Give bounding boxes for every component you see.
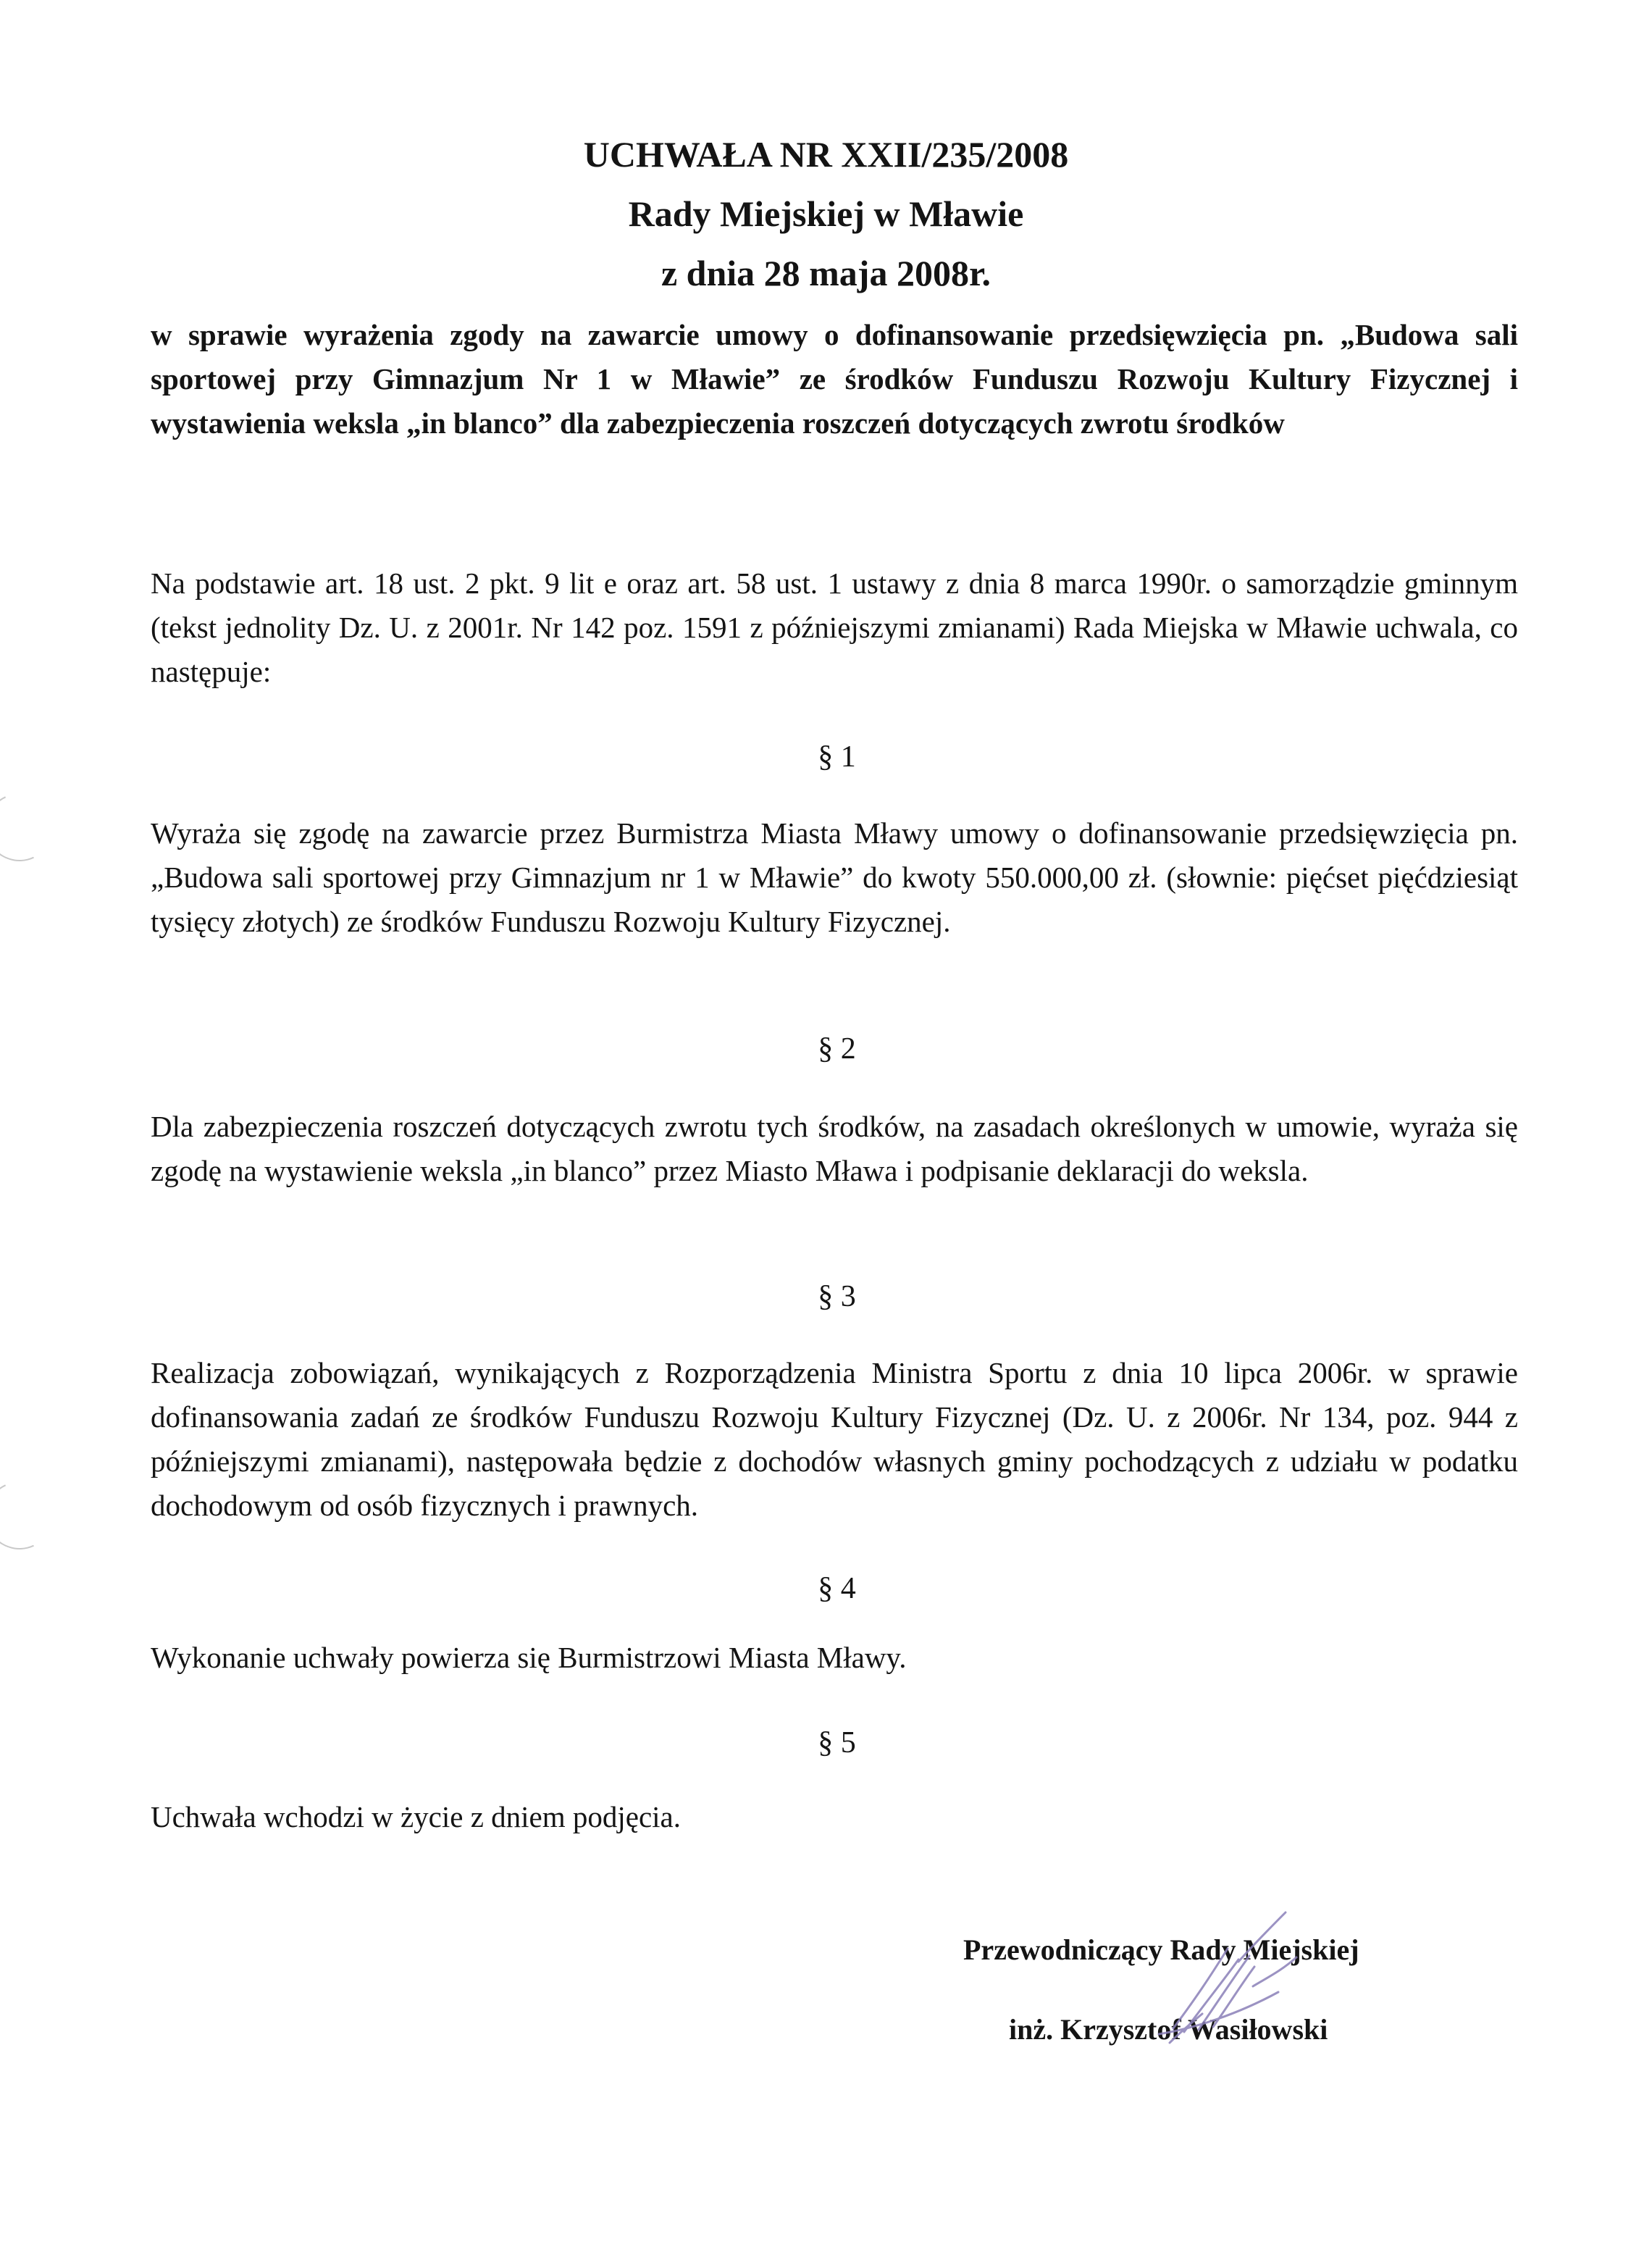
- section-heading-5: § 5: [818, 1726, 856, 1760]
- resolution-subject: w sprawie wyrażenia zgody na zawarcie umowy o dofinansowanie przedsięwzięcia pn. „Budowa sali sportowej przy Gimnazjum Nr 1 w Mławie” ze środków Funduszu Rozwoju Kultury Fizycznej i wystawienia weksla „in blanco” dla zabezpieczenia roszczeń dotyczących zwrotu środków: [151, 318, 1518, 440]
- handwritten-signature: [1130, 1905, 1362, 2065]
- section-text-3: Realizacja zobowiązań, wynikających z Rozporządzenia Ministra Sportu z dnia 10 lipca 2006r. w sprawie dofinansowania zadań ze środków Funduszu Rozwoju Kultury Fizycznej (Dz. U. z 2006r. Nr 134, poz. 944 z późniejszymi zmianami), następowała będzie z dochodów własnych gminy pochodzących z udziału w podatku dochodowym od osób fizycznych i prawnych.: [151, 1356, 1518, 1522]
- section-heading-3: § 3: [818, 1280, 856, 1313]
- punch-hole-mark-bottom: [0, 1472, 63, 1559]
- signatory-name: inż. Krzysztof Wasiłowski: [1009, 2013, 1328, 2046]
- punch-hole-mark-top: [0, 784, 63, 871]
- signatory-title: Przewodniczący Rady Miejskiej: [963, 1933, 1359, 1966]
- section-heading-2: § 2: [818, 1032, 856, 1066]
- resolution-date: z dnia 28 maja 2008r.: [661, 253, 991, 293]
- section-heading-4: § 4: [818, 1572, 856, 1605]
- council-name: Rady Miejskiej w Mławie: [628, 193, 1024, 234]
- section-heading-1: § 1: [818, 740, 856, 774]
- resolution-number: UCHWAŁA NR XXII/235/2008: [583, 134, 1069, 175]
- section-text-2: Dla zabezpieczenia roszczeń dotyczących zwrotu tych środków, na zasadach określonych w umowie, wyraża się zgodę na wystawienie weksla „in blanco” przez Miasto Mława i podpisanie deklaracji do weksla.: [151, 1110, 1518, 1187]
- section-text-1: Wyraża się zgodę na zawarcie przez Burmistrza Miasta Mławy umowy o dofinansowanie przedsięwzięcia pn. „Budowa sali sportowej przy Gimnazjum nr 1 w Mławie” do kwoty 550.000,00 zł. (słownie: pięćset pięćdziesiąt tysięcy złotych) ze środków Funduszu Rozwoju Kultury Fizycznej.: [151, 816, 1518, 938]
- section-text-4: Wykonanie uchwały powierza się Burmistrzowi Miasta Mławy.: [151, 1641, 907, 1674]
- section-text-5: Uchwała wchodzi w życie z dniem podjęcia.: [151, 1800, 681, 1833]
- resolution-header: [0, 125, 1652, 303]
- legal-basis-paragraph: Na podstawie art. 18 ust. 2 pkt. 9 lit e oraz art. 58 ust. 1 ustawy z dnia 8 marca 1990r. o samorządzie gminnym (tekst jednolity Dz. U. z 2001r. Nr 142 poz. 1591 z późniejszymi zmianami) Rada Miejska w Mławie uchwala, co następuje:: [151, 566, 1518, 688]
